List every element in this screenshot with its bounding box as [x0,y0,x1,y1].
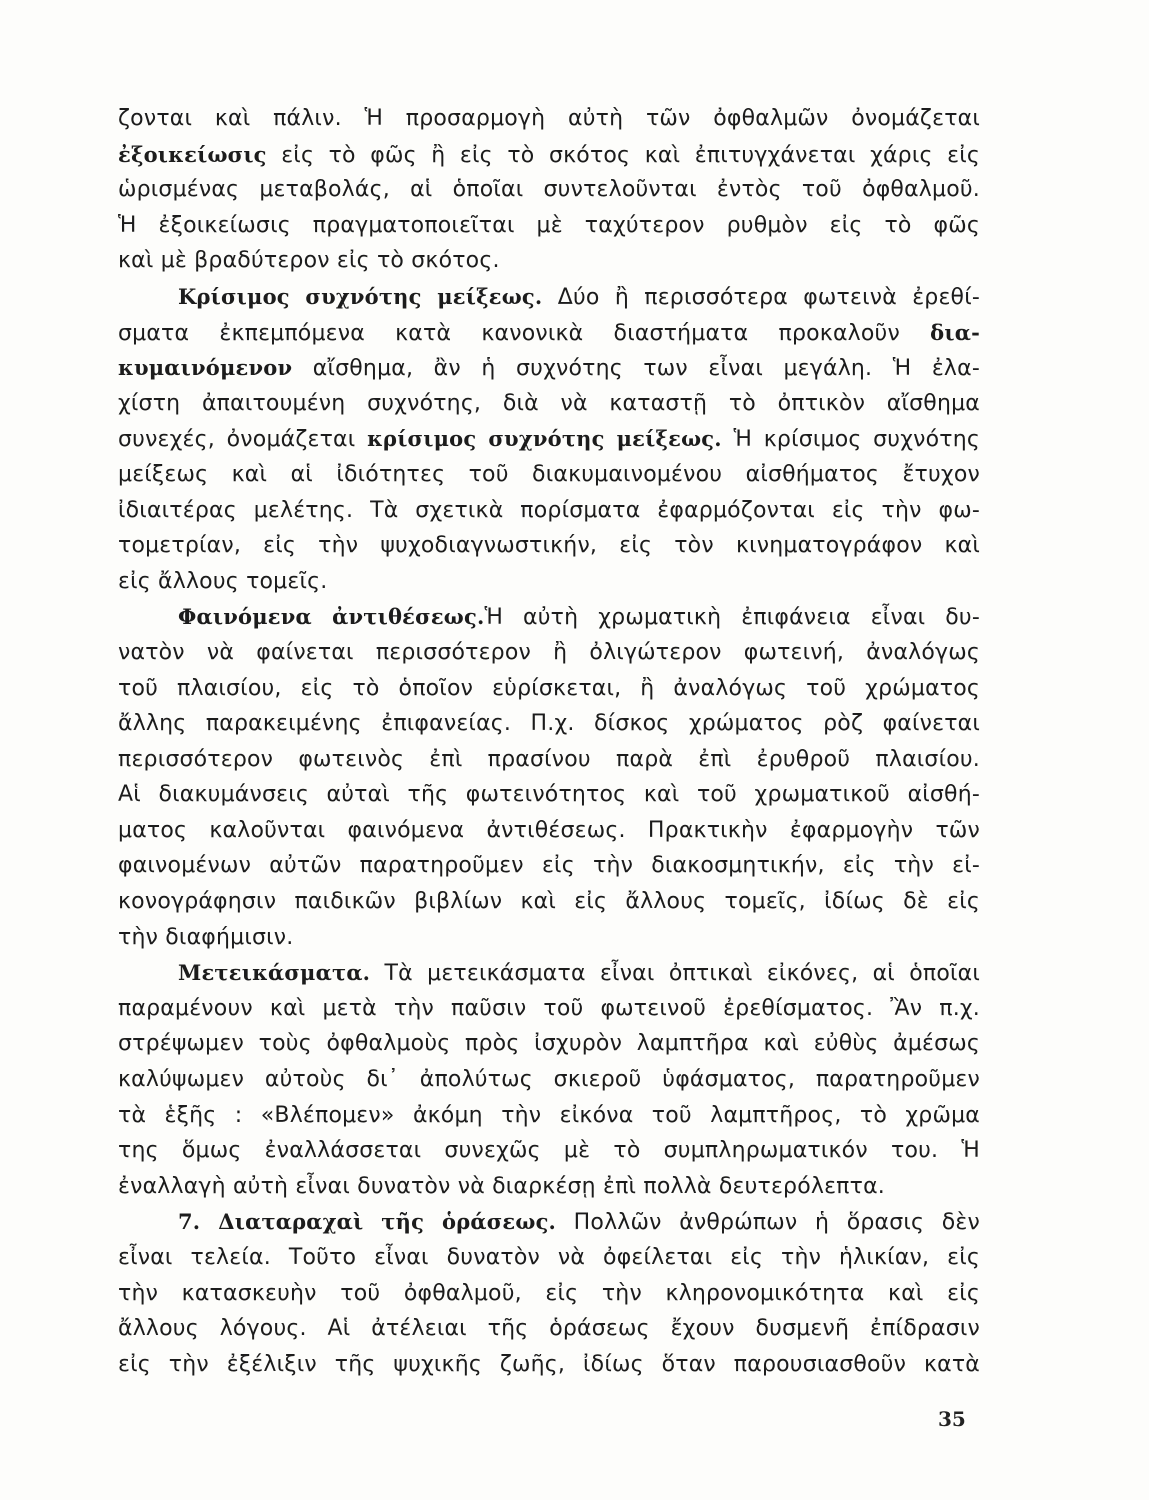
text-line [118,1311,980,1347]
text-run: τὴν διαφήμισιν. [118,924,294,950]
text-run: Δύο ἢ περισσότερα φωτεινὰ ἐρεθί- [542,284,980,310]
text-line [118,243,980,279]
text-line [118,315,980,351]
paragraph [118,599,980,955]
text-line [118,457,980,493]
text-run: εἰς τὴν ἐξέλιξιν τῆς ψυχικῆς ζωῆς, ἰδίως ὅταν παρουσιασθοῦν κατὰ [118,1351,980,1377]
text-run: ὡρισμένας μεταβολάς, αἱ ὁποῖαι συντελοῦνται ἐντὸς τοῦ ὀφθαλμοῦ. [118,177,980,203]
bold-term: ἐξοικείωσις [118,141,267,167]
text-line [118,564,980,600]
text-line [118,884,980,920]
text-line [118,1026,980,1062]
text-line [118,493,980,529]
text-run: εἰς τὸ φῶς ἢ εἰς τὸ σκότος καὶ ἐπιτυγχάνεται χάρις εἰς [266,142,980,168]
text-run: μείξεως καὶ αἱ ἰδιότητες τοῦ διακυμαινομένου αἰσθήματος ἔτυχον [118,461,980,487]
text-run: χίστη ἀπαιτουμένη συχνότης, διὰ νὰ καταστῇ τὸ ὀπτικὸν αἴσθημα [118,390,980,416]
text-run: Ἡ κρίσιμος συχνότης [721,427,980,453]
text-line [118,1240,980,1276]
text-run: ματος καλοῦνται φαινόμενα ἀντιθέσεως. Πρακτικὴν ἐφαρμογὴν τῶν [118,817,980,843]
text-run: Τὰ μετεικάσματα εἶναι ὀπτικαὶ εἰκόνες, αἱ ὁποῖαι [370,961,980,987]
text-run: συνεχές, ὀνομάζεται [118,427,368,453]
text-line [118,137,980,173]
text-run: ἄλλους λόγους. Αἱ ἀτέλειαι τῆς ὁράσεως ἔχουν δυσμενῆ ἐπίδρασιν [118,1316,980,1342]
text-line [118,1204,980,1240]
text-line [118,172,980,208]
text-run: περισσότερον φωτεινὸς ἐπὶ πρασίνου παρὰ ἐπὶ ἐρυθροῦ πλαισίου. [118,746,980,772]
text-run: κονογράφησιν παιδικῶν βιβλίων καὶ εἰς ἄλλους τομεῖς, ἰδίως δὲ εἰς [118,889,980,915]
paragraph [118,955,980,1204]
text-run: της ὅμως ἐναλλάσσεται συνεχῶς μὲ τὸ συμπληρωματικόν του. Ἡ [118,1138,980,1164]
text-run: φαινομένων αὐτῶν παρατηροῦμεν εἰς τὴν διακοσμητικήν, εἰς τὴν εἰ- [118,853,980,879]
text-line [118,1133,980,1169]
text-line [118,599,980,635]
text-run: αἴσθημα, ἂν ἡ συχνότης των εἶναι μεγάλη. Ἡ ἐλα- [292,356,980,382]
paragraph [118,1204,980,1382]
text-line [118,1169,980,1205]
text-run: νατὸν νὰ φαίνεται περισσότερον ἢ ὀλιγώτερον φωτεινή, ἀναλόγως [118,639,980,665]
text-run: ἰδιαιτέρας μελέτης. Τὰ σχετικὰ πορίσματα ἐφαρμόζονται εἰς τὴν φω- [118,497,980,523]
text-run: καὶ μὲ βραδύτερον εἰς τὸ σκότος. [118,248,500,274]
bold-term: Κρίσιμος συχνότης μείξεως. [178,283,543,309]
bold-term: Φαινόμενα ἀντιθέσεως. [178,604,485,630]
text-run: ζονται καὶ πάλιν. Ἡ προσαρμογὴ αὐτὴ τῶν ὀφθαλμῶν ὀνομάζεται [118,106,980,131]
text-line [118,777,980,813]
text-line [118,386,980,422]
text-run: τὰ ἑξῆς : «Βλέπομεν» ἀκόμη τὴν εἰκόνα τοῦ λαμπτῆρος, τὸ χρῶμα [118,1102,980,1128]
body-text [118,101,980,1382]
text-line [118,279,980,315]
bold-term: κυμαινόμενον [118,355,293,381]
text-run: παραμένουν καὶ μετὰ τὴν παῦσιν τοῦ φωτεινοῦ ἐρεθίσματος. Ἂν π.χ. [118,995,980,1021]
text-line [118,1347,980,1383]
text-run: σματα ἐκπεμπόμενα κατὰ κανονικὰ διαστήματα προκαλοῦν [118,320,931,346]
text-line [118,528,980,564]
bold-term: Μετεικάσματα. [178,960,371,986]
text-line [118,1276,980,1312]
text-run: στρέψωμεν τοὺς ὀφθαλμοὺς πρὸς ἰσχυρὸν λαμπτῆρα καὶ εὐθὺς ἀμέσως [118,1031,980,1057]
text-line [118,706,980,742]
text-run: εἰς ἄλλους τομεῖς. [118,568,328,594]
text-line [118,208,980,244]
text-line [118,848,980,884]
text-line [118,101,980,137]
text-line [118,671,980,707]
bold-term: δια- [930,319,980,345]
text-line [118,991,980,1027]
text-line [118,813,980,849]
text-run: Ἡ ἐξοικείωσις πραγματοποιεῖται μὲ ταχύτερον ρυθμὸν εἰς τὸ φῶς [118,212,980,238]
page-number: 35 [938,1407,966,1431]
text-run: καλύψωμεν αὐτοὺς δι᾽ ἀπολύτως σκιεροῦ ὑφάσματος, παρατηροῦμεν [118,1067,980,1093]
text-line [118,955,980,991]
text-line [118,635,980,671]
text-line [118,742,980,778]
text-line [118,350,980,386]
text-line [118,920,980,956]
text-run: Αἱ διακυμάνσεις αὐταὶ τῆς φωτεινότητος καὶ τοῦ χρωματικοῦ αἰσθή- [118,782,980,808]
bold-term: κρίσιμος συχνότης μείξεως. [367,426,722,452]
text-line [118,1098,980,1134]
paragraph [118,279,980,599]
text-run: Ἡ αὐτὴ χρωματικὴ ἐπιφάνεια εἶναι δυ- [484,605,980,631]
text-run: τὴν κατασκευὴν τοῦ ὀφθαλμοῦ, εἰς τὴν κληρονομικότητα καὶ εἰς [118,1280,980,1306]
text-run: ἄλλης παρακειμένης ἐπιφανείας. Π.χ. δίσκος χρώματος ρὸζ φαίνεται [118,711,980,737]
bold-term: 7. Διαταραχαὶ τῆς ὁράσεως. [178,1209,557,1235]
text-run: εἶναι τελεία. Τοῦτο εἶναι δυνατὸν νὰ ὀφείλεται εἰς τὴν ἡλικίαν, εἰς [118,1245,980,1270]
text-line [118,1062,980,1098]
paragraph [118,101,980,279]
text-line [118,421,980,457]
text-run: Πολλῶν ἀνθρώπων ἡ ὅρασις δὲν [556,1210,980,1236]
text-run: ἐναλλαγὴ αὐτὴ εἶναι δυνατὸν νὰ διαρκέσῃ ἐπὶ πολλὰ δευτερόλεπτα. [118,1173,885,1199]
text-run: τομετρίαν, εἰς τὴν ψυχοδιαγνωστικήν, εἰς τὸν κινηματογράφον καὶ [118,533,980,559]
text-run: τοῦ πλαισίου, εἰς τὸ ὁποῖον εὑρίσκεται, ἢ ἀναλόγως τοῦ χρώματος [118,675,980,701]
